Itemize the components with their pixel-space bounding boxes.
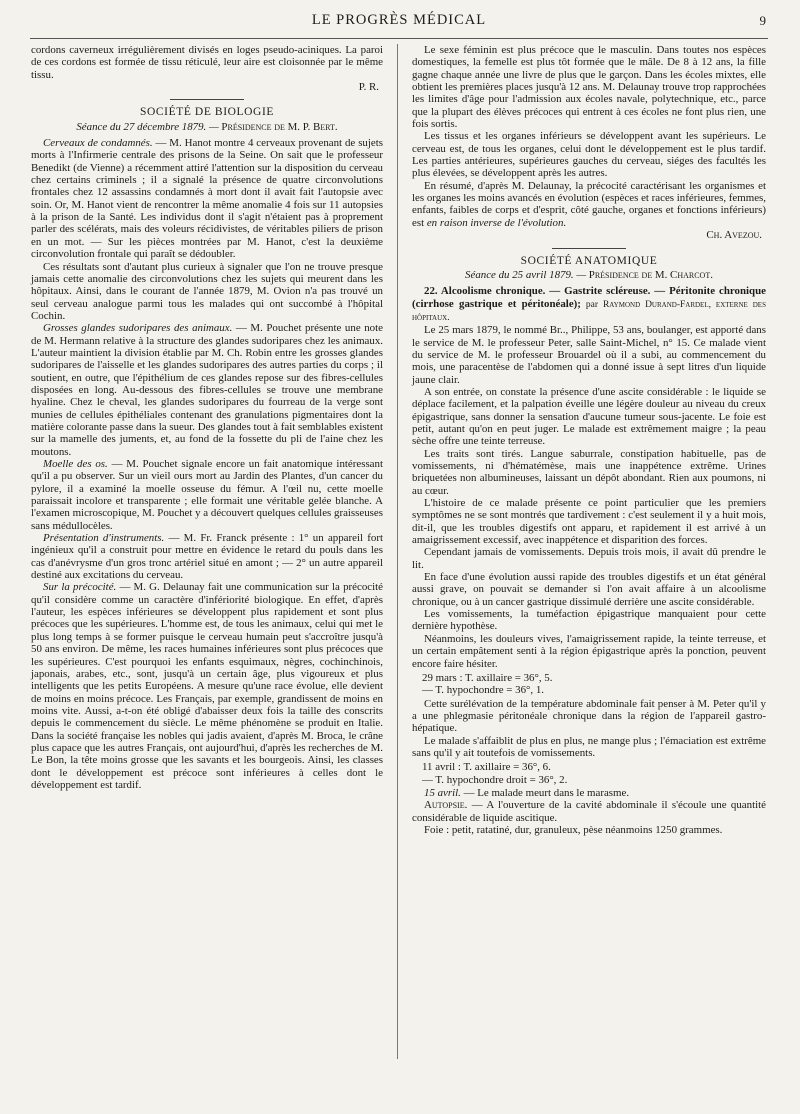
paragraph: Les tissus et les organes inférieurs se développent avant les supérieurs. Le cerveau est, de tous les organes, celui dont le développement est le plus tardif. Les parties antérieures, supérieures gauches du cerveau, siéges des facultés les plus élevées, se développent après les autres. (412, 130, 766, 180)
temperature-line: 29 mars : T. axillaire = 36°, 5. (422, 671, 553, 684)
paragraph: L'histoire de ce malade présente ce point particulier que les premiers symptômes ne se sont montrés que tardivement : c'est seulement il y a huit mois, dit-il, que les troubles digestifs ont apparu, et rapidement il est arrivé à un amaigrissement excessif, avec inappétence et disparition des forces. (412, 497, 766, 547)
paragraph: Les vomissements, la tuméfaction épigastrique manquaient pour cette dernière hypothèse. (412, 608, 766, 633)
paragraph: Le 25 mars 1879, le nommé Br.., Philippe, 53 ans, boulanger, est apporté dans le service de M. le professeur Peter, salle Saint-Michel, n° 15. Ce malade vient du service de M. le professeur Brouardel où il a subi, au commencement du mois, une paracentèse de l'abdomen qui a donné issue à sept litres d'un liquide jaune clair. (412, 324, 766, 386)
paragraph: Le malade s'affaiblit de plus en plus, ne mange plus ; l'émaciation est extrême sans qu'il y ait toutefois de vomissements. (412, 734, 766, 759)
case-author: Raymond Durand-Fardel, externe des hôpitaux. (412, 299, 766, 323)
paragraph-death: 15 avril. — Le malade meurt dans le marasme. (424, 786, 630, 799)
temperature-line: — T. hypochondre = 36°, 1. (422, 684, 545, 697)
page-header (30, 8, 768, 39)
paragraph: Cette surélévation de la température abdominale fait penser à M. Peter qu'il y a une phlegmasie péritonéale chronique dans la région de l'appareil gastro-hépatique. (412, 697, 766, 735)
paragraph: Les traits sont tirés. Langue saburrale, constipation habituelle, pas de vomissements, ni d'hématémèse, mais une inappétence extrême. Urines briquetées non albumineuses, laissant un dépôt abondant. Rien aux poumons, ni au cœur. (412, 447, 766, 497)
paragraph-resume: En résumé, d'après M. Delaunay, la précocité caractérisant les organismes et les organes les moins avancés en évolution (espèces et races inférieures, femmes, enfants, faibles de corps et d'esprit, côté gauche, organes et fonctions inférieurs) est en raison inverse de l'évolution. (412, 179, 766, 229)
running-title: LE PROGRÈS MÉDICAL (311, 12, 487, 28)
run-in-title: Grosses glandes sudoripares des animaux. (43, 322, 233, 335)
author-signature: Ch. Avezou. (706, 229, 762, 242)
separator-rule (552, 248, 626, 249)
session-line (412, 269, 766, 281)
separator-rule (170, 99, 244, 100)
paragraph-autopsie: Autopsie. — A l'ouverture de la cavité abdominale il s'écoule une quantité considérable de liquide ascitique. (412, 799, 766, 824)
session-line (31, 121, 383, 133)
right-column (412, 44, 766, 836)
section-title-biologie: SOCIÉTÉ DE BIOLOGIE (139, 106, 275, 119)
paragraph-precocite: Sur la précocité. — M. G. Delaunay fait une communication sur la précocité qu'il considère comme un caractère d'infériorité biologique. En effet, d'après l'auteur, les espèces inférieures se développent plus rapidement et sont plus précoces que les supérieures. L'homme est, de tous les animaux, celui qui met le plus long temps à se former puisque le cerveau humain peut s'accroître jusqu'à 50 ans environ. De même, les races humaines inférieures sont plus précoces que les supérieures. C'est pourquoi les enfants esquimaux, nègres, cochinchinois, japonais, arabes, etc., sont, jusqu'à un certain âge, plus vigoureux et plus intelligents que les petits Européens. A mesure qu'une race évolue, elle devient de moins en moins précoce. Les Français, par exemple, grandissent de moins en moins vite. Aussi, a-t-on été obligé d'abaisser deux fois la taille des conscrits depuis le commencement du siècle. Le même phénomène se produit en Italie. Dans la société française les nobles qui jadis avaient, d'après M. Broca, le crâne plus capace que les autres Français, ont aujourd'hui, d'après les recherches de M. Le Bon, la tête moins grosse que les savants et les bourgeois. Ainsi, les classes dont le développement est précoce sont inférieures à celles dont le développement est tardif. (31, 581, 383, 791)
paragraph: En face d'une évolution aussi rapide des troubles digestifs et un état général aussi grave, on pouvait se demander si l'on avait affaire à un alcoolisme chronique, ou à un cancer gastrique dissimulé derrière une ascite considérable. (412, 571, 766, 608)
run-in-title: Présentation d'instruments. (43, 532, 165, 545)
session-date: Séance du 27 décembre 1879. — (76, 120, 222, 133)
run-in-title: Sur la précocité. (43, 581, 117, 594)
author-initials: P. R. (358, 81, 379, 94)
paragraph-instruments: Présentation d'instruments. — M. Fr. Franck présente : 1° un appareil fort ingénieux qu'il a construit pour mettre en évidence le retard du pouls dans les cas d'anévrysme d'un gros tronc artériel situé en amont ; — 2° un autre appareil destiné aux excitations du cerveau. (31, 532, 383, 582)
session-date: Séance du 25 avril 1879. — (465, 268, 589, 281)
paragraph: Le sexe féminin est plus précoce que le masculin. Dans toutes nos espèces domestiques, la femelle est plus tôt formée que le mâle. De 8 à 12 ans, la fille gagne chaque année une livre de plus que le garçon. Dans les écoles mixtes, elle obtient les premières places jusqu'à 12 ans. M. Delaunay trouve trop rapprochées les limites d'âge pour l'admission aux écoles navale, polytechnique, etc., parce que la plupart des élèves précoces qui entrent à ces écoles ne font plus rien, une fois sortis. (412, 44, 766, 131)
temperature-line: — T. hypochondre droit = 36°, 2. (422, 773, 568, 786)
paragraph: Ces résultats sont d'autant plus curieux à signaler que l'on ne trouve presque jamais cette anomalie des circonvolutions chez les sujets qui meurent dans les hôpitaux. Ainsi, dans le courant de l'année 1879, M. Ovion n'a pas trouvé un seul cerveau analogue parmi tous les malades qui ont succombé à l'hôpital Cochin. (31, 260, 383, 322)
run-in-title: Cerveaux de condamnés. (43, 137, 153, 150)
temperature-readings (412, 672, 766, 697)
paragraph-moelle: Moelle des os. — M. Pouchet signale encore un fait anatomique intéressant qu'il a pu observer. Sur un vieil ours mort au Jardin des Plantes, d'un cancer du pylore, il a examiné la moelle osseuse du fémur. A l'œil nu, cette moelle paraissait incolore et transparente ; elle formait une véritable gelée blanche. A l'examen microscopique, M. Pouchet y a découvert quelques cellules graisseuses sans médullocèles. (31, 458, 383, 532)
continued-paragraph: cordons caverneux irrégulièrement divisés en loges pseudo-aciniques. La paroi de ces cordons est formée de tissu réticulé, leur aire est cloisonnée par le même tissu. (31, 44, 383, 81)
session-president: Présidence de M. P. Bert. (221, 120, 338, 133)
session-president: Présidence de M. Charcot. (588, 268, 713, 281)
section-title-anatomique: SOCIÉTÉ ANATOMIQUE (520, 254, 658, 267)
run-in-title: Moelle des os. (43, 458, 108, 470)
paragraph: Cependant jamais de vomissements. Depuis trois mois, il avait dû prendre le lit. (412, 546, 766, 571)
temperature-line: 11 avril : T. axillaire = 36°, 6. (422, 761, 551, 774)
paragraph: A son entrée, on constate la présence d'une ascite considérable : le liquide se déplace facilement, et la palpation éveille une légère douleur au niveau du creux épigastrique, sans donner la sensation d'aucune tumeur sous-jacente. Le foie est petit, autant qu'on en peut juger. Le malade est extrêmement maigre ; la peau sèche offre une teinte terreuse. (412, 385, 766, 448)
page-number: 9 (759, 13, 766, 28)
left-column (31, 44, 383, 791)
temperature-readings (412, 761, 766, 786)
paragraph-glandes: Grosses glandes sudoripares des animaux. — M. Pouchet présente une note de M. Hermann relative à la structure des glandes sudoripares chez les animaux. L'auteur maintient la division établie par M. Ch. Robin entre les grosses glandes sudoripares de l'aisselle et les glandes sudoripares des autres parties du corps ; il soutient, en outre, que l'épithélium de ces glandes repose sur des fibres-cellules disposées en long. Au-dessous des fibres-cellules se trouve une membrane hyaline. Chez le cheval, les glandes sudoripares du fourreau de la verge sont munies de cellules épithéliales contenant des granulations pigmentaires dont la matière colorante passe dans la sueur. Des glandes tout à fait semblables existent sur la mamelle des juments, et, au fond de la fossette du pli de l'aine chez les moutons. (31, 322, 383, 458)
paragraph: Néanmoins, les douleurs vives, l'amaigrissement rapide, la teinte terreuse, et un certain empâtement senti à la région épigastrique après la ponction, peuvent encore faire hésiter. (412, 632, 766, 670)
column-divider (397, 44, 398, 1059)
paragraph: Foie : petit, ratatiné, dur, granuleux, pèse néanmoins 1250 grammes. (424, 823, 723, 836)
case-heading: 22. Alcoolisme chronique. — Gastrite scléreuse. — Péritonite chronique (cirrhose gastrique et péritonéale); par Raymond Durand-Fardel, externe des hôpitaux. (412, 285, 766, 323)
paragraph-cerveaux: Cerveaux de condamnés. — M. Hanot montre 4 cerveaux provenant de sujets morts à l'Infirmerie centrale des prisons de la Seine. On sait que le professeur Benedikt (de Vienne) a récemment attiré l'attention sur la disposition du cerveau chez certains criminels ; il a signalé la présence de quatre circonvolutions frontales chez 12 assassins condamnés à mort dont il avait fait l'autopsie avec soin. Or, M. Hanot vient de rencontrer la même anomalie 4 fois sur 11 autopsies à la prison de la Santé. Les individus dont il s'agit n'étaient pas à proprement parler des scélérats, mais des voleurs récidivistes, de véritables piliers de prison en un mot. — Sur les pièces montrées par M. Hanot, c'est la deuxième circonvolution frontale qui paraît se dédoubler. (31, 137, 383, 261)
